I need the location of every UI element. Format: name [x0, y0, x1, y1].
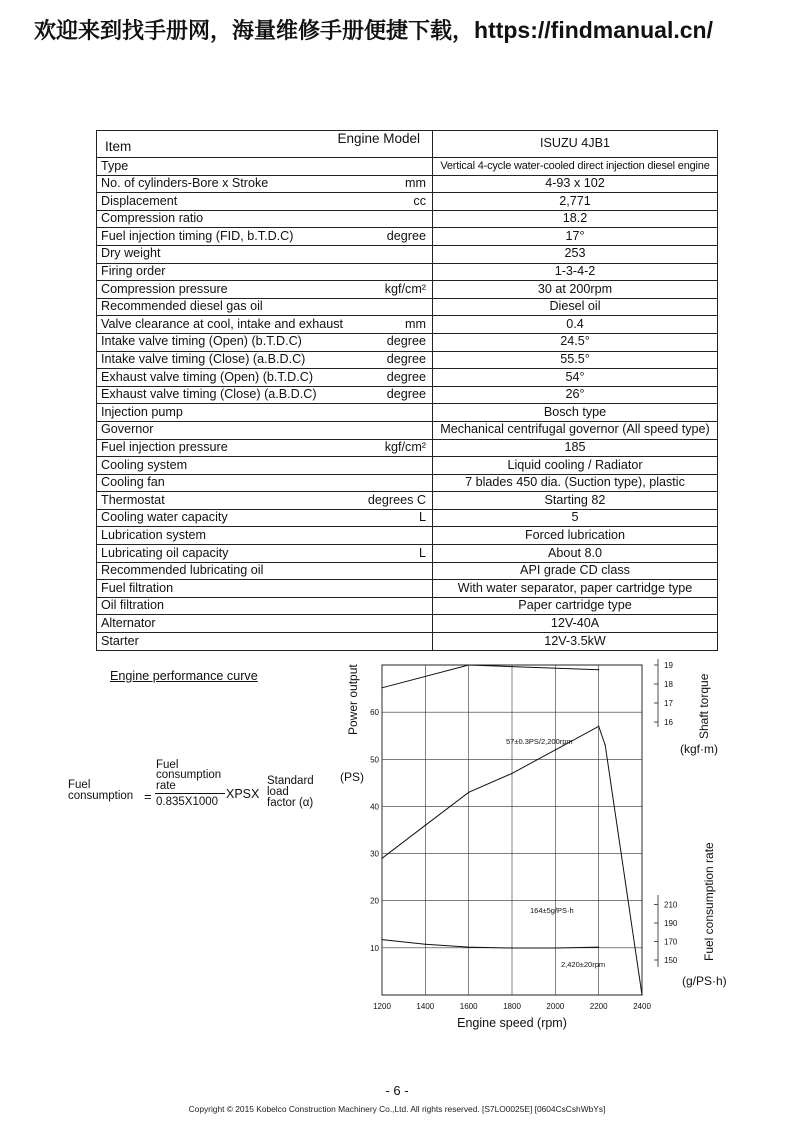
copyright-notice: Copyright © 2015 Kobelco Construction Machinery Co.,Ltd. All rights reserved. [S7LO0025E] [0604CsCshWbYs] [188, 1104, 606, 1114]
row-label: Dry weight [97, 245, 361, 263]
row-value: 54° [433, 369, 718, 387]
power-axis-label: Power output [346, 664, 360, 735]
row-label: Firing order [97, 263, 361, 281]
row-unit: mm [360, 316, 432, 334]
table-row [97, 580, 718, 598]
annotation-max-power: 57±0.3PS/2,200rpm [506, 737, 573, 746]
row-unit [360, 597, 432, 615]
row-value: API grade CD class [433, 562, 718, 580]
row-value: 12V-40A [433, 615, 718, 633]
table-row [97, 193, 718, 211]
fuel-axis-unit: (g/PS·h) [682, 974, 727, 988]
row-unit [360, 421, 432, 439]
row-label: Recommended lubricating oil [97, 562, 361, 580]
row-label: Exhaust valve timing (Close) (a.B.D.C) [97, 386, 361, 404]
torque-tick-label: 19 [664, 661, 673, 670]
row-unit: kgf/cm² [360, 281, 432, 299]
formula-num-line2: consumption [156, 769, 222, 781]
table-row [97, 351, 718, 369]
table-row [97, 175, 718, 193]
row-value: 253 [433, 245, 718, 263]
formula-fraction-bar [155, 793, 225, 794]
formula-sf-line1: Standard [267, 775, 314, 787]
data-point-torque [598, 669, 599, 670]
row-value: 17° [433, 228, 718, 246]
row-unit [360, 404, 432, 422]
table-row [97, 509, 718, 527]
table-row [97, 457, 718, 475]
row-unit [360, 457, 432, 475]
power-tick-label: 20 [370, 896, 379, 906]
table-row [97, 369, 718, 387]
header-item: Item [105, 139, 132, 155]
header-value: ISUZU 4JB1 [433, 131, 718, 158]
table-row [97, 421, 718, 439]
row-label: Valve clearance at cool, intake and exhaust [97, 316, 361, 334]
row-value: 30 at 200rpm [433, 281, 718, 299]
row-label: No. of cylinders-Bore x Stroke [97, 175, 361, 193]
row-unit [360, 580, 432, 598]
formula-times: XPSX [226, 787, 260, 801]
table-row [97, 263, 718, 281]
row-value: 185 [433, 439, 718, 457]
row-value: Forced lubrication [433, 527, 718, 545]
data-point-power [555, 749, 556, 750]
formula-num-line3: rate [156, 780, 176, 792]
row-unit [360, 245, 432, 263]
torque-axis-label: Shaft torque [697, 673, 711, 739]
formula-lhs-line1: Fuel [68, 779, 91, 791]
table-row [97, 281, 718, 299]
row-unit: degree [360, 351, 432, 369]
series-line-fuel [382, 940, 599, 948]
fuel-tick-label: 150 [664, 956, 678, 965]
row-value: 5 [433, 509, 718, 527]
data-point-torque [468, 664, 469, 665]
table-row [97, 492, 718, 510]
row-label: Lubrication system [97, 527, 361, 545]
table-row [97, 527, 718, 545]
header-engine-model: Engine Model [337, 131, 420, 146]
data-point-fuel [511, 947, 512, 948]
x-tick-label: 2200 [589, 1002, 608, 1011]
x-tick-label: 1400 [416, 1002, 435, 1011]
row-label: Fuel filtration [97, 580, 361, 598]
table-row [97, 210, 718, 228]
torque-tick-label: 17 [664, 699, 673, 708]
row-value: Diesel oil [433, 298, 718, 316]
row-value: Starting 82 [433, 492, 718, 510]
table-row [97, 298, 718, 316]
row-unit: kgf/cm² [360, 439, 432, 457]
row-label: Intake valve timing (Open) (b.T.D.C) [97, 333, 361, 351]
row-label: Cooling system [97, 457, 361, 475]
row-value: 55.5° [433, 351, 718, 369]
row-value: 1-3-4-2 [433, 263, 718, 281]
formula-lhs-line2: consumption [68, 790, 134, 802]
row-unit [360, 263, 432, 281]
row-unit [360, 210, 432, 228]
table-row [97, 404, 718, 422]
row-label: Compression pressure [97, 281, 361, 299]
row-value: 7 blades 450 dia. (Suction type), plastic [433, 474, 718, 492]
row-value: 2,771 [433, 193, 718, 211]
banner-url[interactable]: https://findmanual.cn/ [474, 17, 713, 43]
row-unit: mm [360, 175, 432, 193]
row-value: 18.2 [433, 210, 718, 228]
row-unit [360, 562, 432, 580]
fuel-axis-label: Fuel consumption rate [702, 842, 716, 961]
row-label: Recommended diesel gas oil [97, 298, 361, 316]
fuel-tick-label: 190 [664, 919, 678, 928]
table-row [97, 562, 718, 580]
engine-spec-table [96, 130, 718, 651]
row-unit [360, 474, 432, 492]
row-label: Fuel injection timing (FID, b.T.D.C) [97, 228, 361, 246]
banner-text: 欢迎来到找手册网，海量维修手册便捷下载， [34, 19, 475, 44]
row-label: Injection pump [97, 404, 361, 422]
table-row [97, 158, 718, 176]
x-axis-label: Engine speed (rpm) [457, 1016, 567, 1030]
fuel-tick-label: 210 [664, 900, 678, 910]
formula-sf-line2: load [267, 786, 289, 798]
x-tick-label: 1800 [503, 1002, 521, 1011]
data-point-power [511, 773, 512, 774]
table-header-row [97, 131, 718, 158]
x-tick-label: 2000 [546, 1002, 565, 1011]
row-label: Starter [97, 633, 361, 651]
download-banner [34, 14, 764, 45]
row-label: Fuel injection pressure [97, 439, 361, 457]
row-label: Oil filtration [97, 597, 361, 615]
table-row [97, 245, 718, 263]
torque-tick-label: 18 [664, 680, 673, 689]
fuel-tick-label: 170 [664, 937, 678, 947]
table-row [97, 333, 718, 351]
row-label: Thermostat [97, 492, 361, 510]
row-unit: degrees C [360, 492, 432, 510]
row-value: Liquid cooling / Radiator [433, 457, 718, 475]
annotation-rated-speed: 2,420±20rpm [561, 960, 606, 969]
row-unit [360, 615, 432, 633]
row-label: Alternator [97, 615, 361, 633]
table-row [97, 228, 718, 246]
power-tick-label: 60 [370, 708, 379, 718]
row-unit: L [360, 509, 432, 527]
torque-tick-label: 16 [664, 718, 673, 727]
annotation-fuel-rate: 164±5g/PS·h [530, 906, 574, 915]
data-point-torque [381, 687, 382, 688]
data-point-fuel [598, 946, 599, 947]
data-point-power [468, 792, 469, 793]
spec-rows [97, 158, 718, 651]
row-unit: cc [360, 193, 432, 211]
row-label: Governor [97, 421, 361, 439]
row-value: 26° [433, 386, 718, 404]
row-value: Vertical 4-cycle water-cooled direct injection diesel engine [433, 158, 718, 176]
row-label: Intake valve timing (Close) (a.B.D.C) [97, 351, 361, 369]
formula-sf-line3: factor (α) [267, 797, 314, 809]
engine-performance-chart [330, 655, 750, 1040]
power-tick-label: 10 [370, 943, 379, 953]
data-point-fuel [381, 939, 382, 940]
data-point-power [425, 825, 426, 826]
row-value: Bosch type [433, 404, 718, 422]
data-point-power [641, 994, 642, 995]
row-value: Mechanical centrifugal governor (All speed type) [433, 421, 718, 439]
table-row [97, 597, 718, 615]
row-unit: degree [360, 228, 432, 246]
formula-num-line1: Fuel [156, 759, 179, 771]
formula-equals: = [144, 789, 152, 804]
row-value: 0.4 [433, 316, 718, 334]
row-unit [360, 158, 432, 176]
table-row [97, 633, 718, 651]
formula-denominator: 0.835X1000 [156, 796, 219, 808]
row-unit [360, 298, 432, 316]
series-line-torque [382, 665, 599, 688]
row-label: Exhaust valve timing (Open) (b.T.D.C) [97, 369, 361, 387]
data-point-fuel [425, 944, 426, 945]
row-label: Lubricating oil capacity [97, 545, 361, 563]
row-value: 24.5° [433, 333, 718, 351]
x-tick-label: 1600 [459, 1002, 478, 1011]
curve-title: Engine performance curve [110, 669, 258, 683]
row-unit: degree [360, 333, 432, 351]
power-tick-label: 30 [370, 849, 379, 859]
x-tick-label: 1200 [373, 1002, 391, 1011]
power-tick-label: 40 [370, 802, 379, 812]
table-row [97, 545, 718, 563]
row-label: Cooling fan [97, 474, 361, 492]
data-point-power [605, 745, 606, 746]
row-unit: degree [360, 386, 432, 404]
row-label: Compression ratio [97, 210, 361, 228]
row-unit [360, 633, 432, 651]
row-value: Paper cartridge type [433, 597, 718, 615]
row-value: With water separator, paper cartridge type [433, 580, 718, 598]
power-axis-unit: (PS) [340, 770, 364, 784]
page-number: - 6 - [385, 1083, 409, 1098]
row-unit: degree [360, 369, 432, 387]
row-label: Type [97, 158, 361, 176]
data-point-power [381, 858, 382, 859]
row-value: About 8.0 [433, 545, 718, 563]
data-point-power [598, 726, 599, 727]
power-tick-label: 50 [370, 755, 379, 765]
table-row [97, 386, 718, 404]
table-row [97, 316, 718, 334]
row-unit [360, 527, 432, 545]
table-row [97, 615, 718, 633]
x-tick-label: 2400 [633, 1002, 651, 1011]
row-value: 4-93 x 102 [433, 175, 718, 193]
data-point-fuel [555, 947, 556, 948]
header-item-cell [97, 131, 433, 158]
torque-axis-unit: (kgf·m) [680, 742, 718, 756]
table-row [97, 439, 718, 457]
table-row [97, 474, 718, 492]
data-point-fuel [468, 946, 469, 947]
row-unit: L [360, 545, 432, 563]
row-value: 12V-3.5kW [433, 633, 718, 651]
row-label: Displacement [97, 193, 361, 211]
row-label: Cooling water capacity [97, 509, 361, 527]
